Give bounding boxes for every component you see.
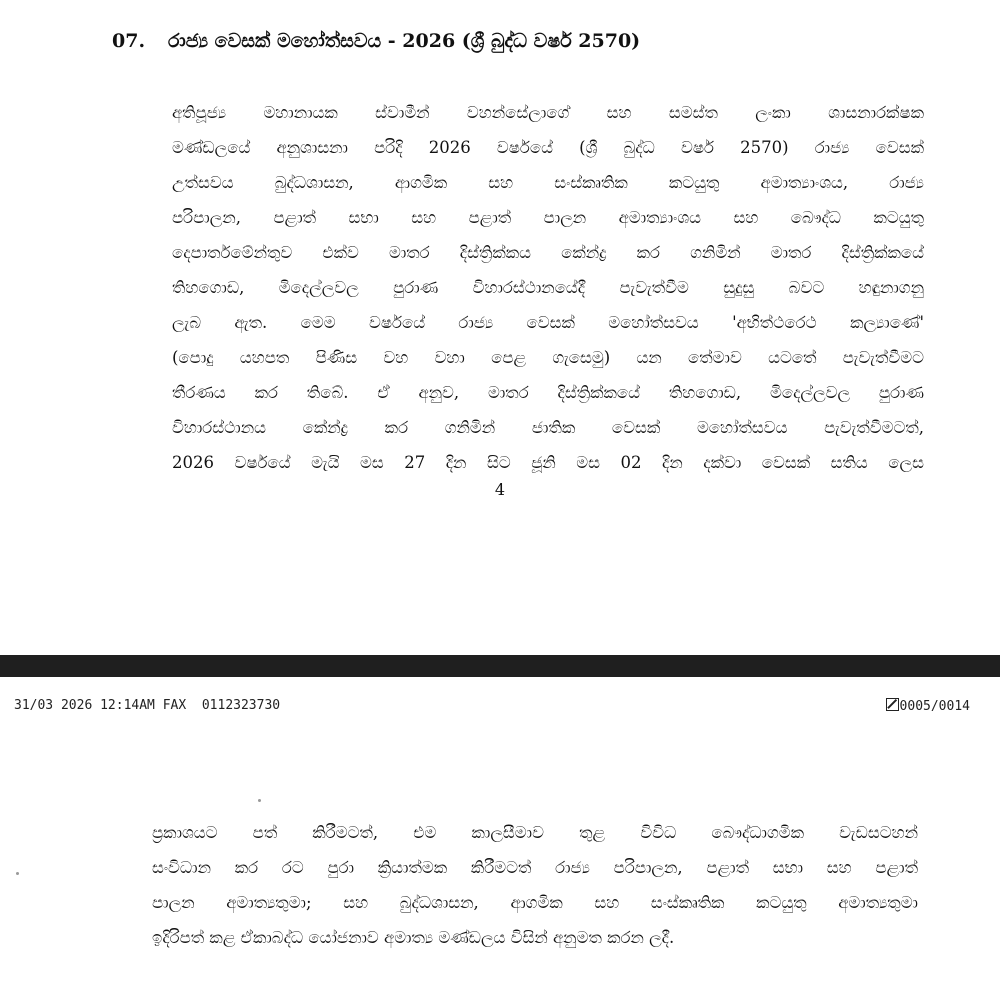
paragraph-line: පාලන අමාත්‍යතුමා; සහ බුද්ධශාසන, ආගමික සහ සංස්කෘතික කටයුතු අමාත්‍යතුමා: [152, 893, 918, 912]
paragraph-line: ප්‍රකාශයට පත් කිරීමටත්, එම කාලසීමාව තුළ විවිධ බෞද්ධාගමික වැඩසටහන්: [152, 823, 918, 842]
paragraph-line: තිහගොඩ, මිදෙල්ලවල පුරාණ විහාරස්ථානයේදී පැවැත්වීම සුදුසු බවට හඳුනාගනු: [172, 278, 924, 297]
page-divider: [0, 655, 1000, 677]
fax-transmission-info: 31/03 2026 12:14AM FAX 0112323730: [14, 698, 281, 713]
fax-header: [14, 698, 970, 718]
paragraph-line: පරිපාලන, පළාත් සභා සහ පළාත් පාලන අමාත්‍යාංශය සහ බෞද්ධ කටයුතු: [172, 208, 924, 227]
paragraph-line: සංවිධාන කර රට පුරා ක්‍රියාත්මක කිරීමටත් රාජ්‍ය පරිපාලන, පළාත් සභා සහ පළාත්: [152, 858, 918, 877]
page-number: 4: [494, 480, 506, 499]
fax-box-icon: [886, 698, 899, 711]
paragraph-line: ඉදිරිපත් කළ ඒකාබද්ධ යෝජනාව අමාත්‍ය මණ්ඩලය විසින් අනුමත කරන ලදී.: [152, 928, 675, 947]
paragraph-line: උත්සවය බුද්ධශාසන, ආගමික සහ සංස්කෘතික කටයුතු අමාත්‍යාංශය, රාජ්‍ය: [172, 173, 924, 192]
paragraph-line: (පොදු යහපත පිණිස වහ වහා පෙළ ගැසෙමු) යන තේමාව යටතේ පැවැත්වීමට: [172, 348, 924, 367]
section-heading: [112, 30, 640, 52]
paragraph-line: දෙපාර්තමේන්තුව එක්ව මාතර දිස්ත්‍රික්කය කේන්ද්‍ර කර ගනිමින් මාතර දිස්ත්‍රික්කයේ: [172, 243, 924, 262]
section-number: 07.: [112, 30, 146, 52]
paragraph-top: [172, 95, 924, 480]
paragraph-line: මණ්ඩලයේ අනුශාසනා පරිදි 2026 වර්ෂයේ (ශ්‍රී බුද්ධ වර්ෂ 2570) රාජ්‍ය වෙසක්: [172, 138, 924, 157]
paragraph-line: අතිපූජ්‍ය මහානායක ස්වාමීන් වහන්සේලාගේ සහ සමස්ත ලංකා ශාසනාරක්ෂක: [172, 103, 924, 122]
paragraph-line: විහාරස්ථානය කේන්ද්‍ර කර ගනිමින් ජාතික වෙසක් මහෝත්සවය පැවැත්වීමටත්,: [172, 418, 924, 437]
paragraph-line: ලැබ ඇත. මෙම වර්ෂයේ රාජ්‍ය වෙසක් මහෝත්සවය 'අභිත්ථරෙථ කල්‍යාණේ': [172, 313, 924, 332]
fax-page-counter: [886, 698, 970, 714]
scan-speck: [258, 799, 261, 802]
paragraph-line: 2026 වර්ෂයේ මැයි මස 27 දින සිට ජූනි මස 02 දින දක්වා වෙසක් සතිය ලෙස: [172, 453, 924, 472]
paragraph-line: තීරණය කර තිබේ. ඒ අනුව, මාතර දිස්ත්‍රික්කයේ තිහගොඩ, මිදෙල්ලවල පුරාණ: [172, 383, 924, 402]
fax-page-count: 0005/0014: [899, 699, 970, 714]
section-title: රාජ්‍ය වෙසක් මහෝත්සවය - 2026 (ශ්‍රී බුද්ධ වර්ෂ 2570): [168, 30, 641, 52]
scan-speck: [16, 872, 19, 875]
paragraph-bottom: [152, 815, 918, 955]
